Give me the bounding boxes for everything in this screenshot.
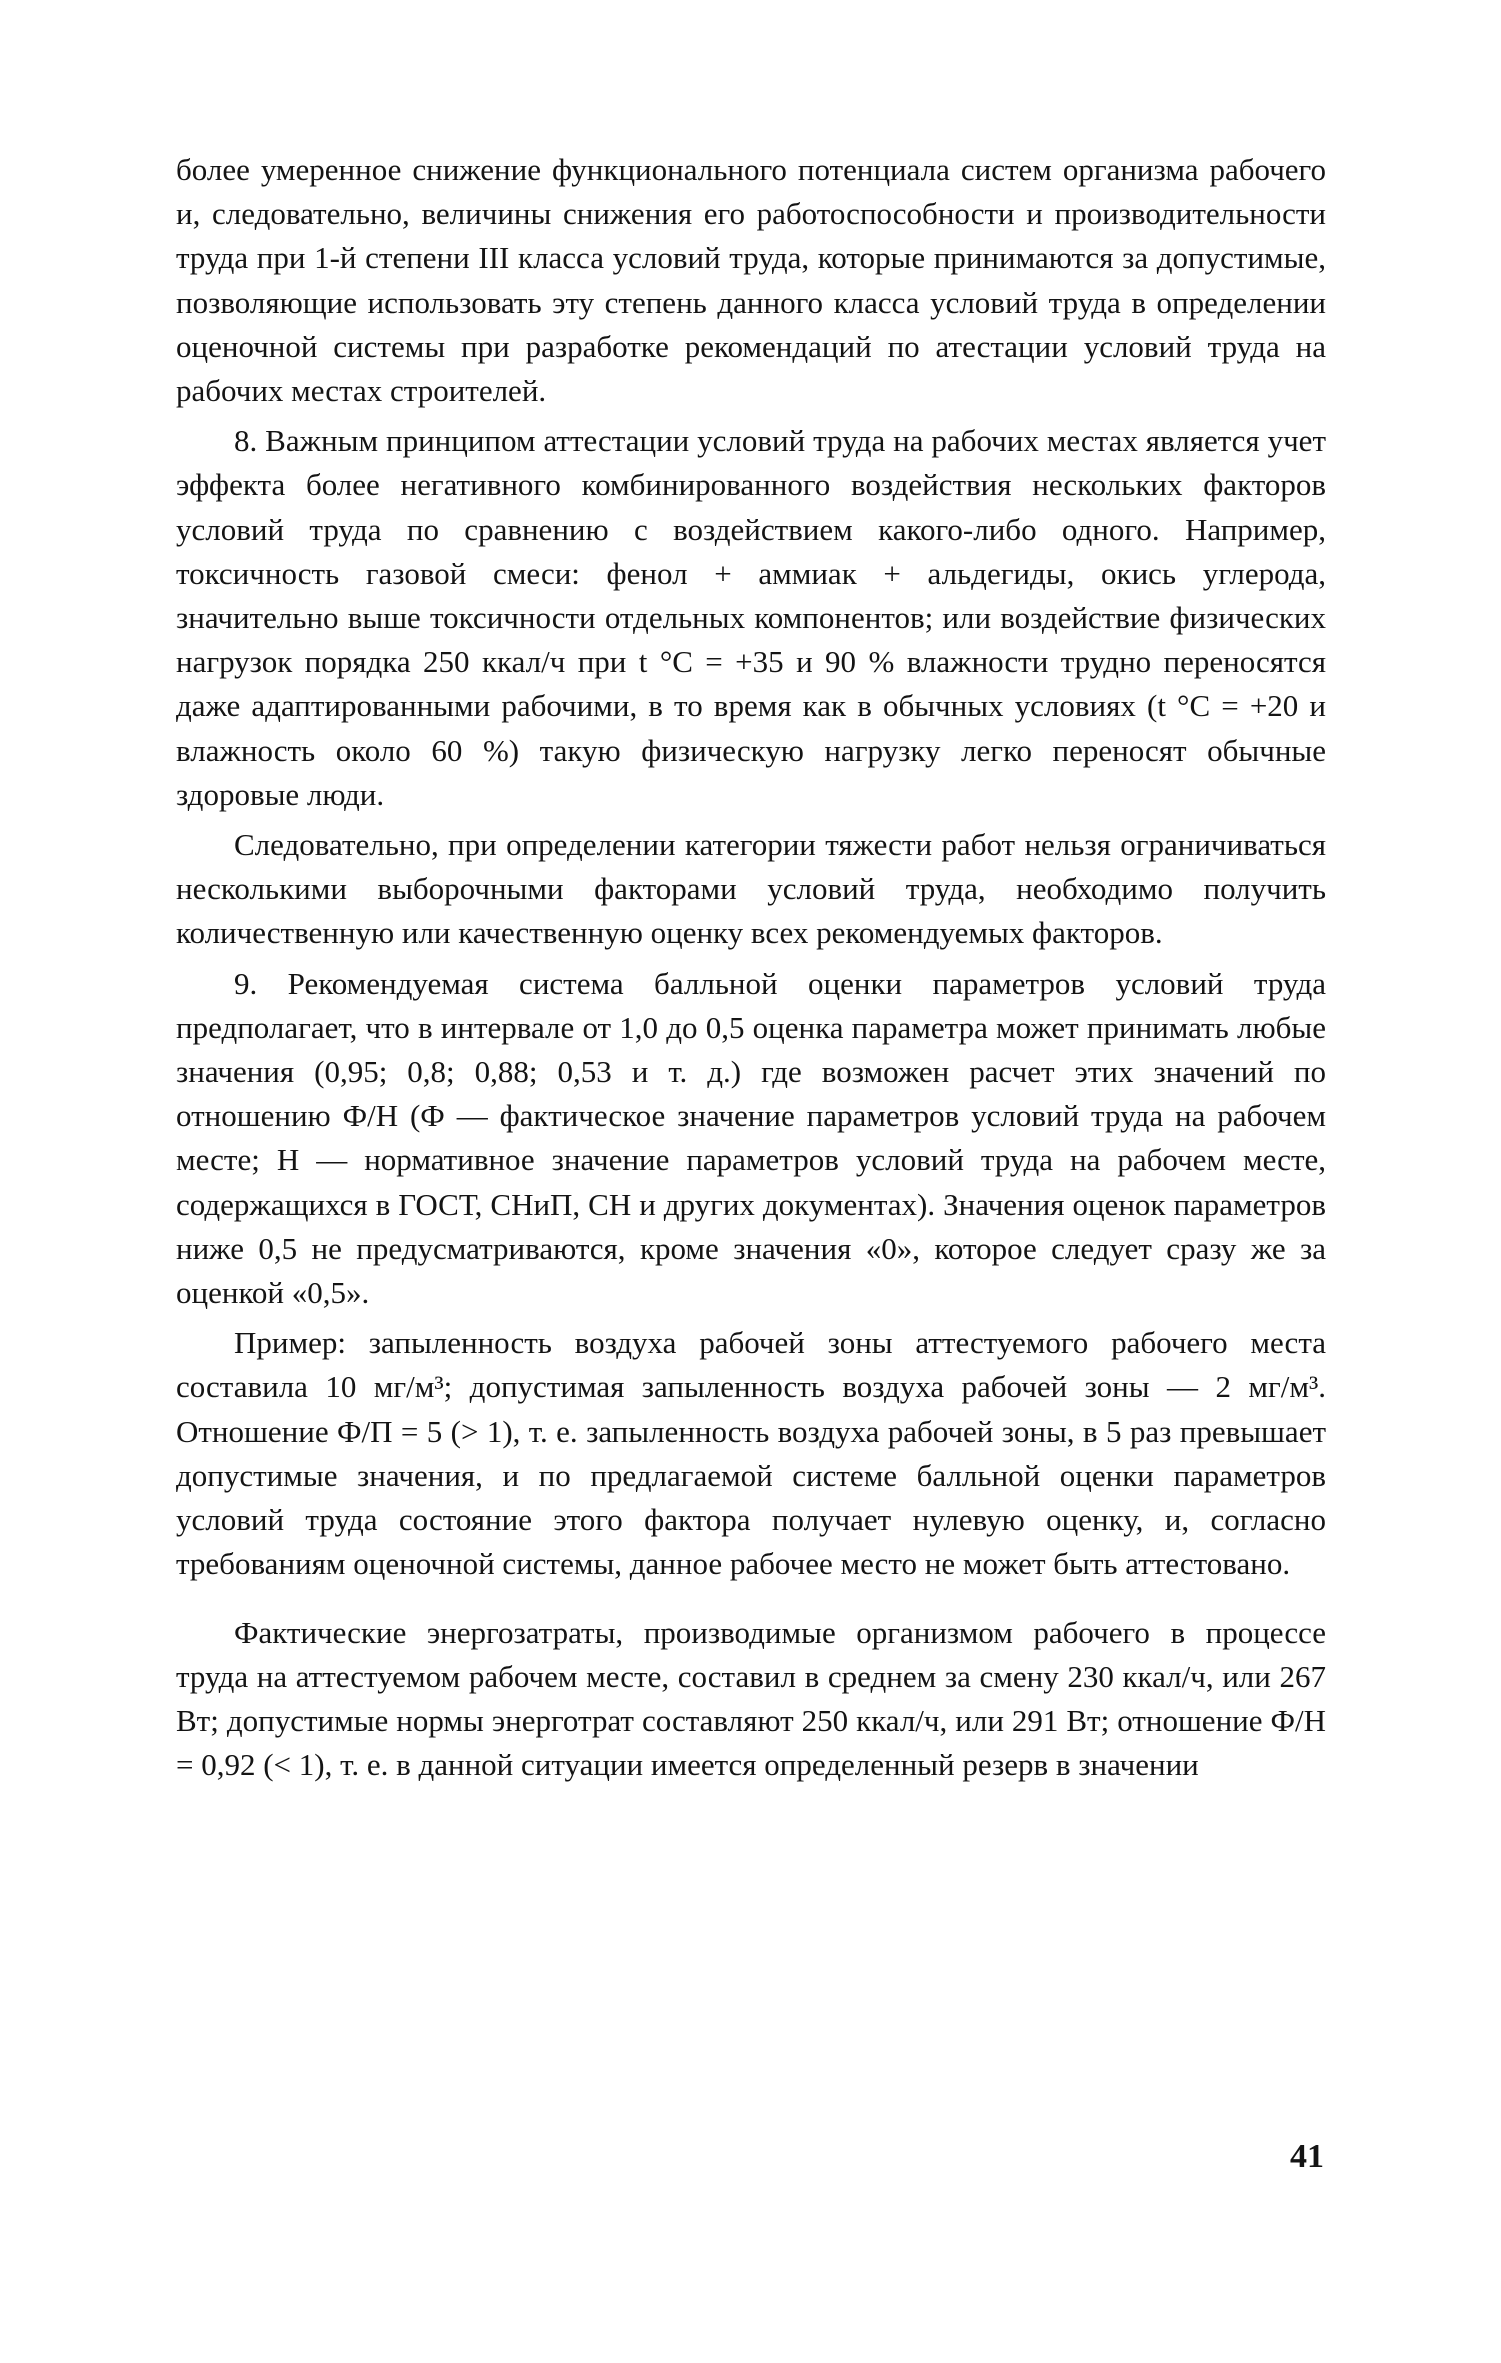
page-text: [176, 148, 1326, 1787]
paragraph-3: Следовательно, при определении категории тяжести работ нельзя ограничиваться несколькими выборочными факторами условий труда, необходимо получить количественную или качественную оценку всех рекомендуемых факторов.: [176, 827, 1326, 951]
paragraph-4: 9. Рекомендуемая система балльной оценки параметров условий труда предполагает, что в интервале от 1,0 до 0,5 оценка параметра может принимать любые значения (0,95; 0,8; 0,88; 0,53 и т. д.) где возможен расчет этих значений по отношению Ф/Н (Ф — фактическое значение параметров условий труда на рабочем месте; Н — нормативное значение параметров условий труда на рабочем месте, содержащихся в ГОСТ, СНиП, СН и других документах). Значения оценок параметров ниже 0,5 не предусматриваются, кроме значения «0», которое следует сразу же за оценкой «0,5».: [176, 965, 1326, 1311]
paragraph-1: более умеренное снижение функционального потенциала систем организма рабочего и, следовательно, величины снижения его работоспособности и производительности труда при 1-й степени III класса условий труда, которые принимаются за допустимые, позволяющие использовать эту степень данного класса условий труда в определении оценочной системы при разработке рекомендаций по атестации условий труда на рабочих местах строителей.: [176, 152, 1326, 409]
paragraph-6: Фактические энергозатраты, производимые организмом рабочего в процессе труда на аттестуемом рабочем месте, составил в среднем за смену 230 ккал/ч, или 267 Вт; допустимые нормы энерготрат составляют 250 ккал/ч, или 291 Вт; отношение Ф/Н = 0,92 (< 1), т. е. в данной ситуации имеется определенный резерв в значении: [176, 1614, 1326, 1783]
paragraph-2: 8. Важным принципом аттестации условий труда на рабочих местах является учет эффекта более негативного комбинированного воздействия нескольких факторов условий труда по сравнению с воздействием какого-либо одного. Например, токсичность газовой смеси: фенол + аммиак + альдегиды, окись углерода, значительно выше токсичности отдельных компонентов; или воздействие физических нагрузок порядка 250 ккал/ч при t °C = +35 и 90 % влажности трудно переносятся даже адаптированными рабочими, в то время как в обычных условиях (t °C = +20 и влажность около 60 %) такую физическую нагрузку легко переносят обычные здоровые люди.: [176, 423, 1326, 812]
page-number: 41: [1290, 2138, 1324, 2175]
paragraph-5: Пример: запыленность воздуха рабочей зоны аттестуемого рабочего места составила 10 мг/м³; допустимая запыленность воздуха рабочей зоны — 2 мг/м³. Отношение Ф/П = 5 (> 1), т. е. запыленность воздуха рабочей зоны, в 5 раз превышает допустимые значения, и по предлагаемой системе балльной оценки параметров условий труда состояние этого фактора получает нулевую оценку, и, согласно требованиям оценочной системы, данное рабочее место не может быть аттестовано.: [176, 1325, 1326, 1582]
